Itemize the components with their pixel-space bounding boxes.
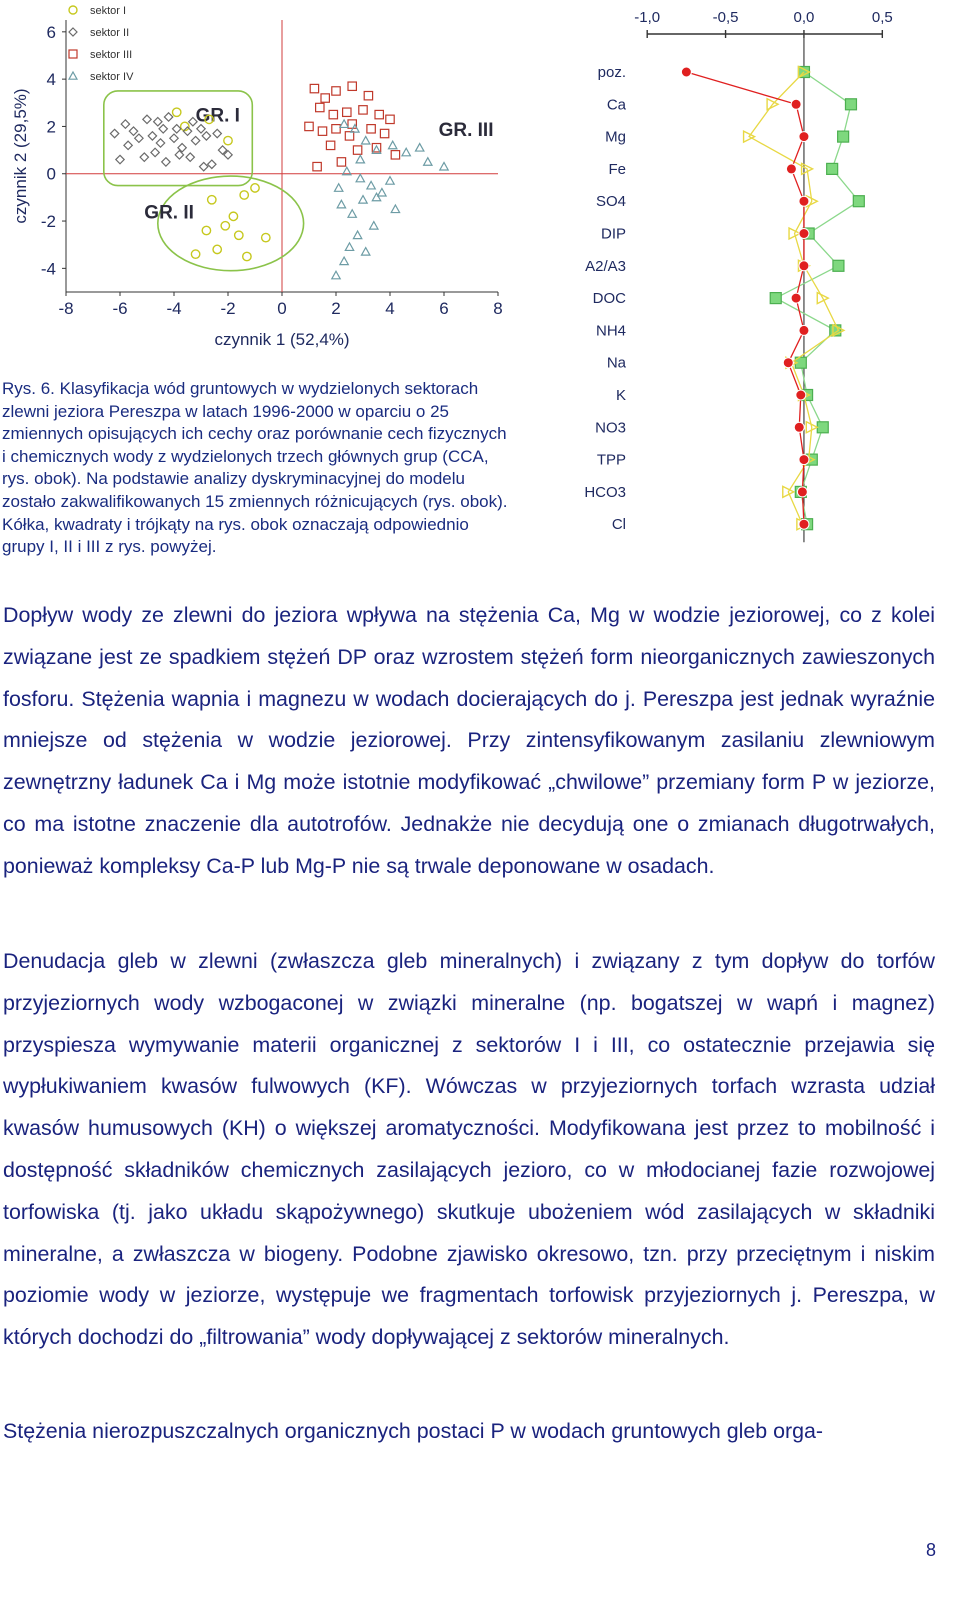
data-point <box>340 257 348 265</box>
x-tick-label: 6 <box>439 299 449 318</box>
y-axis-label: czynnik 2 (29,5%) <box>11 88 30 224</box>
data-point <box>116 155 124 163</box>
x-tick-label: 2 <box>331 299 341 318</box>
data-point <box>208 196 216 204</box>
data-point <box>786 164 796 174</box>
data-point <box>348 82 356 90</box>
data-point <box>770 293 781 304</box>
data-point <box>110 129 118 137</box>
data-point <box>827 163 838 174</box>
data-point <box>186 153 194 161</box>
data-point <box>162 158 170 166</box>
data-point <box>318 127 326 135</box>
data-point <box>375 110 383 118</box>
data-point <box>124 141 132 149</box>
data-point <box>833 260 844 271</box>
data-point <box>208 160 216 168</box>
data-point <box>799 132 809 142</box>
y-tick-label: 2 <box>46 117 56 137</box>
data-point <box>213 245 221 253</box>
data-point <box>353 146 361 154</box>
data-point <box>213 129 221 137</box>
category-label: NO3 <box>595 419 626 437</box>
discriminant-profile-chart <box>568 0 960 560</box>
data-point <box>329 110 337 118</box>
data-point <box>362 248 370 256</box>
data-point <box>159 125 167 133</box>
data-point <box>221 222 229 230</box>
data-point <box>154 118 162 126</box>
data-point <box>151 148 159 156</box>
data-point <box>335 184 343 192</box>
group-label: GR. III <box>438 119 494 141</box>
data-point <box>135 134 143 142</box>
y-tick-label: 6 <box>46 22 56 42</box>
data-point <box>173 108 181 116</box>
data-point <box>391 205 399 213</box>
data-point <box>332 271 340 279</box>
x-tick-label: 0,0 <box>793 9 815 26</box>
data-point <box>202 226 210 234</box>
y-tick-label: -2 <box>40 212 56 232</box>
data-point <box>380 129 388 137</box>
x-tick-label: 0 <box>277 299 287 318</box>
data-point <box>121 120 129 128</box>
x-tick-label: -6 <box>112 299 128 318</box>
x-tick-label: -4 <box>166 299 182 318</box>
x-tick-label: 0,5 <box>871 9 893 26</box>
data-point <box>402 148 410 156</box>
data-point <box>370 222 378 230</box>
data-point <box>243 252 251 260</box>
data-point <box>356 155 364 163</box>
data-point <box>345 243 353 251</box>
data-point <box>340 120 348 128</box>
group-label: GR. I <box>195 105 240 127</box>
data-point <box>367 181 375 189</box>
body-paragraph-1: Dopływ wody ze zlewni do jeziora wpływa na stężenia Ca, Mg w wodzie jeziorowej, co z kolei związane jest ze spadkiem stężeń DP oraz wzrostem stężeń form nieorganicznych zawieszonych fosforu. Stężenia wapnia i magnezu w wodach docierających do j. Pereszpa jest jednak wyraźnie mniejsze od stężenia w wodzie jeziorowej. Przy zintensyfikowanym zasilaniu zlewniowym zewnętrzny ładunek Ca i Mg może istotnie modyfikować „chwilowe” przemiany form P w jeziorze, co ma istotne znaczenie dla autotrofów. Jednakże nie decydują one o zmianach długotrwałych, ponieważ kompleksy Ca-P lub Mg-P nie są trwale deponowane w osadach. <box>3 603 935 878</box>
body-paragraph-3: Stężenia nierozpuszczalnych organicznych postaci P w wodach gruntowych gleb orga- <box>3 1419 824 1443</box>
data-point <box>173 125 181 133</box>
x-tick-label: -8 <box>58 299 74 318</box>
data-point <box>143 115 151 123</box>
data-point <box>440 162 448 170</box>
data-point <box>386 115 394 123</box>
legend-label: sektor II <box>90 27 130 39</box>
data-point <box>681 67 691 77</box>
data-point <box>797 487 807 497</box>
data-point <box>799 519 809 529</box>
data-point <box>332 87 340 95</box>
data-point <box>838 131 849 142</box>
data-point <box>191 136 199 144</box>
data-point <box>348 210 356 218</box>
data-point <box>156 139 164 147</box>
x-tick-label: -2 <box>220 299 236 318</box>
data-point <box>321 94 329 102</box>
x-tick-label: 4 <box>385 299 395 318</box>
figure-caption: Rys. 6. Klasyfikacja wód gruntowych w wydzielonych sektorach zlewni jeziora Pereszpa w latach 1996-2000 w oparciu o 25 zmiennych opisujących ich cechy oraz porównanie cech fizycznych i chemicznych wody z wydzielonych trzech głównych grup (CCA, rys. obok). Na podstawie analizy dyskryminacyjnej do modelu zostało zakwalifikowanych 15 zmiennych różnicujących (rys. obok). Kółka, kwadraty i trójkąty na rys. obok oznaczają odpowiednio grupy I, II i III z rys. powyżej. <box>2 379 508 557</box>
data-point <box>337 200 345 208</box>
data-point <box>229 212 237 220</box>
data-point <box>337 158 345 166</box>
data-point <box>224 136 232 144</box>
data-point <box>353 231 361 239</box>
legend-label: sektor III <box>90 49 133 61</box>
data-point <box>129 127 137 135</box>
data-point <box>140 153 148 161</box>
category-label: Na <box>606 354 626 372</box>
data-point <box>359 196 367 204</box>
data-point <box>313 162 321 170</box>
data-point <box>191 250 199 258</box>
data-point <box>326 141 334 149</box>
data-point <box>164 113 172 121</box>
data-point <box>416 144 424 152</box>
legend-marker <box>69 72 77 79</box>
data-point <box>391 151 399 159</box>
data-point <box>783 358 793 368</box>
data-point <box>170 134 178 142</box>
data-point <box>817 422 828 433</box>
x-tick-label: -1,0 <box>634 9 661 26</box>
category-label: K <box>615 387 626 404</box>
data-point <box>799 261 809 271</box>
legend-marker <box>69 6 77 14</box>
data-point <box>799 229 809 239</box>
category-label: NH4 <box>595 322 626 340</box>
category-label: HCO3 <box>584 483 626 501</box>
series-line <box>686 72 804 524</box>
category-label: Cl <box>611 516 626 534</box>
data-point <box>343 108 351 116</box>
data-point <box>799 325 809 335</box>
data-point <box>310 84 318 92</box>
data-point <box>235 231 243 239</box>
data-point <box>853 196 864 207</box>
data-point <box>251 184 259 192</box>
x-tick-label: -0,5 <box>712 9 739 26</box>
x-axis-label: czynnik 1 (52,4%) <box>214 330 350 349</box>
y-tick-label: 4 <box>46 70 56 90</box>
y-tick-label: 0 <box>46 164 56 184</box>
legend-label: sektor IV <box>90 71 134 83</box>
category-label: SO4 <box>595 193 626 211</box>
data-point <box>262 233 270 241</box>
legend-marker <box>69 28 77 36</box>
category-label: DIP <box>600 225 626 243</box>
ordination-scatter-chart <box>0 0 520 370</box>
data-point <box>796 390 806 400</box>
category-label: poz. <box>597 64 626 81</box>
data-point <box>386 177 394 185</box>
category-label: A2/A3 <box>585 257 626 275</box>
data-point <box>791 293 801 303</box>
data-point <box>367 125 375 133</box>
category-label: Ca <box>606 96 626 114</box>
legend-label: sektor I <box>90 5 127 17</box>
data-point <box>364 91 372 99</box>
data-point <box>356 174 364 182</box>
data-point <box>794 422 804 432</box>
category-label: Mg <box>605 128 626 146</box>
data-point <box>148 132 156 140</box>
data-point <box>799 455 809 465</box>
legend-marker <box>69 50 77 58</box>
category-label: DOC <box>592 290 626 308</box>
x-tick-label: 8 <box>493 299 503 318</box>
data-point <box>424 158 432 166</box>
data-point <box>362 136 370 144</box>
data-point <box>240 191 248 199</box>
data-point <box>305 122 313 130</box>
data-point <box>332 125 340 133</box>
group-label: GR. II <box>144 202 194 224</box>
data-point <box>345 132 353 140</box>
y-tick-label: -4 <box>40 259 56 279</box>
data-point <box>799 196 809 206</box>
data-point <box>791 99 801 109</box>
data-point <box>359 106 367 114</box>
data-point <box>202 132 210 140</box>
category-label: Fe <box>608 160 626 178</box>
data-point <box>316 103 324 111</box>
page-number: 8 <box>925 1540 936 1560</box>
data-point <box>389 141 397 149</box>
category-label: TPP <box>596 451 626 469</box>
body-paragraph-2: Denudacja gleb w zlewni (zwłaszcza gleb mineralnych) i związany z tym dopływ do torfów przyjeziornych wody wzbogaconej w związki mineralne (np. bogatszej w wapń i magnez) przyspiesza wymywanie materii organicznej z sektorów I i III, co ostatecznie przejawia się wypłukiwaniem kwasów fulwowych (KF). Wówczas w przyjeziornych torfach wzrasta udział kwasów humusowych (KH) o większej aromatyczności. Modyfikowana jest przez to mobilność i dostępność składników chemicznych zasilających jezioro, co w młodocianej fazie rozwojowej torfowiska (tj. jako układu skąpożywnego) skutkuje ubożeniem wód zasilających w składniki mineralne, a zwłaszcza w biogeny. Podobne zjawisko okresowo, tzn. przy przeciętnym i niskim poziomie wody w jeziorze, występuje we fragmentach torfowisk przyjeziornych j. Pereszpa, w których dochodzi do „filtrowania” wody dopływającej z sektorów mineralnych. <box>3 949 935 1350</box>
data-point <box>845 99 856 110</box>
data-point <box>200 162 208 170</box>
data-point <box>372 193 380 201</box>
data-point <box>378 188 386 196</box>
